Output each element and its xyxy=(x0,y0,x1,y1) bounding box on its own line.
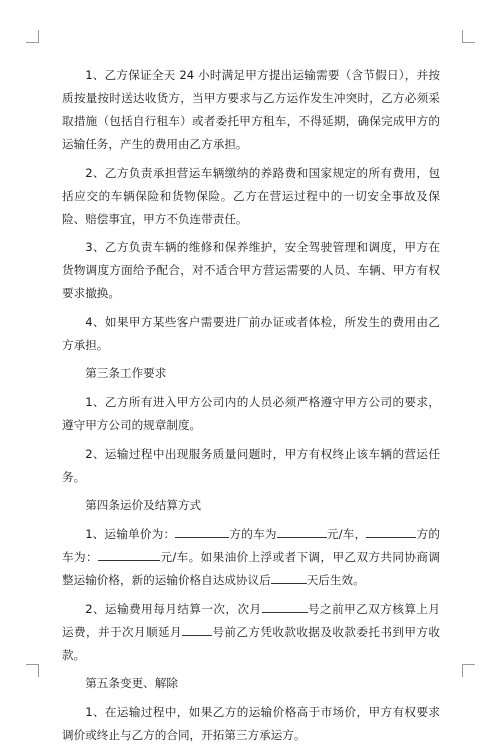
document-body xyxy=(62,64,440,753)
fill-in-blank xyxy=(366,523,416,538)
clause-paragraph: 1、乙方保证全天 24 小时满足甲方提出运输需要（含节假日），并按质按量按时送达收货方，当甲方要求与乙方运作发生冲突时，乙方必须采取措施（包括自行租车）或者委托甲方租车，不得延期，确保完成甲方的运输任务，产生的费用由乙方承担。 xyxy=(62,68,440,151)
fill-in-blank xyxy=(277,523,327,538)
fill-in-blank xyxy=(262,598,308,613)
clause-text: 号之前甲乙双方核算上月运费，并于次月顺延月 xyxy=(62,601,440,639)
clause-paragraph: 2、乙方负责承担营运车辆缴纳的养路费和国家规定的所有费用，包括应交的车辆保险和货物保险。乙方在营运过程中的一切安全事故及保险、赔偿事宜，甲方不负连带责任。 xyxy=(62,165,440,226)
clause-paragraph: 1、在运输过程中，如果乙方的运输价格高于市场价，甲方有权要求调价或终止与乙方的合同，开拓第三方承运方。 xyxy=(62,705,440,742)
clause-text: 天后生效。 xyxy=(306,573,365,587)
fill-in-blank xyxy=(175,523,229,538)
clause-text: 元/车。如果油价上浮或者下调，甲乙双方共同协商调整运输价格，新的运输价格自达成协议后 xyxy=(62,550,440,587)
clause-text: 方的车为： xyxy=(62,527,440,564)
clause-text: 2、运输费用每月结算一次，次月 xyxy=(85,601,262,616)
clause-paragraph: 2、运输过程中出现服务质量问题时，甲方有权终止该车辆的营运任务。 xyxy=(62,446,440,484)
clause-text: 号前乙方凭收款收据及收款委托书到甲方收款。 xyxy=(62,624,440,662)
clause-paragraph xyxy=(62,523,440,592)
section-heading: 第五条变更、解除 xyxy=(85,676,178,690)
fill-in-blank xyxy=(182,621,212,636)
clause-paragraph xyxy=(62,598,440,667)
crop-mark-top-left xyxy=(26,30,39,43)
crop-mark-bottom-left xyxy=(26,664,39,677)
crop-mark-bottom-right xyxy=(462,664,475,677)
clause-paragraph: 3、乙方负责车辆的维修和保养维护，安全驾驶管理和调度，甲方在货物调度方面给予配合，对不适合甲方营运需要的人员、车辆、甲方有权要求撤换。 xyxy=(62,240,440,300)
clause-paragraph: 1、乙方所有进入甲方公司内的人员必须严格遵守甲方公司的要求，遵守甲方公司的规章制度。 xyxy=(62,395,440,432)
clause-paragraph: 4、如果甲方某些客户需要进厂前办证或者体检，所发生的费用由乙方承担。 xyxy=(62,314,440,352)
section-heading: 第三条工作要求 xyxy=(85,366,167,380)
section-heading: 第四条运价及结算方式 xyxy=(85,498,202,512)
clause-text: 1、运输单价为： xyxy=(85,527,176,541)
clause-text: 方的车为 xyxy=(229,527,277,541)
fill-in-blank xyxy=(271,569,307,584)
fill-in-blank xyxy=(98,546,160,561)
crop-mark-top-right xyxy=(462,30,475,43)
clause-text: 元/车， xyxy=(326,527,367,541)
